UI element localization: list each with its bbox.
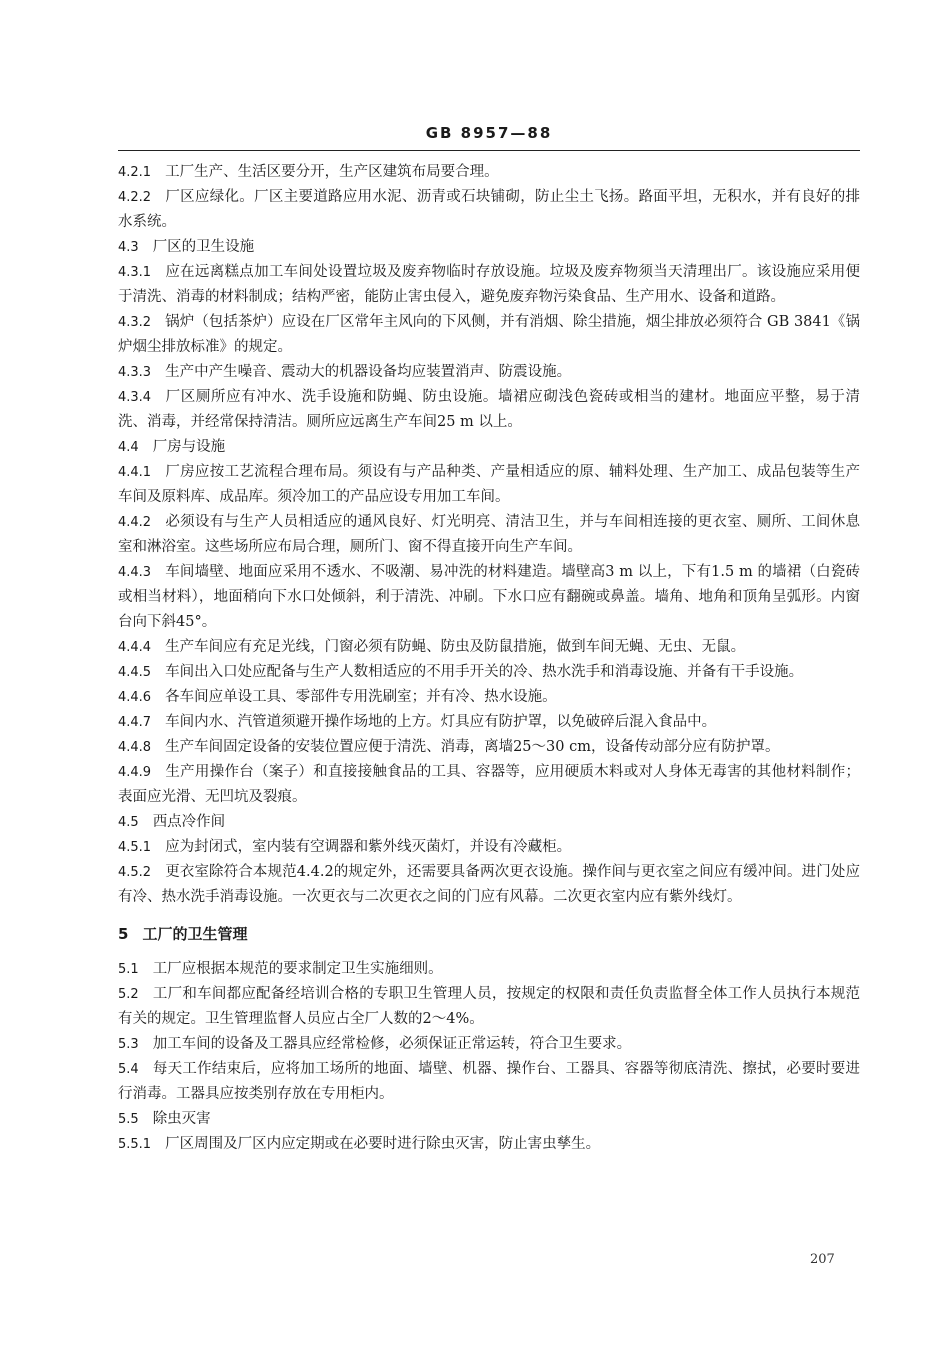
clause-text: 应为封闭式，室内装有空调器和紫外线灭菌灯，并设有冷藏柜。 <box>165 839 572 855</box>
clause-paragraph <box>118 1032 860 1057</box>
clause-text: 必须设有与生产人员相适应的通风良好、灯光明亮、清洁卫生，并与车间相连接的更衣室、厕所、工间休息室和淋浴室。这些场所应布局合理，厕所门、窗不得直接开向生产车间。 <box>118 514 860 555</box>
clause-number: 4.5.2 <box>118 865 152 880</box>
clause-number: 4.4 <box>118 440 139 455</box>
section-4-paragraphs <box>118 160 860 910</box>
clause-text: 各车间应单设工具、零部件专用洗刷室；并有冷、热水设施。 <box>165 689 557 705</box>
clause-text: 厂区的卫生设施 <box>152 239 255 255</box>
clause-number: 4.3 <box>118 240 139 255</box>
clause-paragraph <box>118 260 860 310</box>
clause-text: 厂区周围及厂区内应定期或在必要时进行除虫灭害，防止害虫孳生。 <box>165 1136 601 1152</box>
clause-text: 工厂应根据本规范的要求制定卫生实施细则。 <box>152 961 443 977</box>
clause-number: 4.5.1 <box>118 840 152 855</box>
clause-number: 4.4.9 <box>118 765 152 780</box>
clause-paragraph <box>118 360 860 385</box>
clause-paragraph <box>118 760 860 810</box>
section-5-title: 工厂的卫生管理 <box>142 925 248 943</box>
clause-number: 4.2.1 <box>118 165 152 180</box>
clause-paragraph <box>118 685 860 710</box>
clause-number: 4.4.4 <box>118 640 152 655</box>
clause-text: 西点冷作间 <box>152 814 226 830</box>
clause-number: 5.5 <box>118 1112 139 1127</box>
clause-paragraph <box>118 510 860 560</box>
clause-text: 厂房应按工艺流程合理布局。须设有与产品种类、产量相适应的原、辅料处理、生产加工、成品包装等生产车间及原料库、成品库。须冷加工的产品应设专用加工车间。 <box>118 464 860 505</box>
clause-number: 4.4.3 <box>118 565 152 580</box>
clause-text: 厂房与设施 <box>152 439 226 455</box>
clause-number: 4.3.3 <box>118 365 152 380</box>
clause-paragraph <box>118 957 860 982</box>
clause-text: 锅炉（包括茶炉）应设在厂区常年主风向的下风侧，并有消烟、除尘措施，烟尘排放必须符合 GB 3841《锅炉烟尘排放标准》的规定。 <box>118 314 860 355</box>
clause-paragraph <box>118 560 860 635</box>
standard-code-header: GB 8957—88 <box>425 124 553 142</box>
clause-number: 5.5.1 <box>118 1137 152 1152</box>
page-number: 207 <box>810 1252 835 1267</box>
clause-number: 5.4 <box>118 1062 139 1077</box>
clause-number: 4.4.2 <box>118 515 152 530</box>
section-5-number: 5 <box>118 925 129 943</box>
clause-paragraph <box>118 235 860 260</box>
clause-text: 厂区厕所应有冲水、洗手设施和防蝇、防虫设施。墙裙应砌浅色瓷砖或相当的建材。地面应平整，易于清洗、消毒，并经常保持清洁。厕所应远离生产车间25 m 以上。 <box>118 389 860 430</box>
clause-paragraph <box>118 1057 860 1107</box>
document-body <box>118 160 860 1157</box>
section-5-heading <box>118 922 860 947</box>
clause-text: 生产用操作台（案子）和直接接触食品的工具、容器等，应用硬质木料或对人身体无毒害的其他材料制作；表面应光滑、无凹坑及裂痕。 <box>118 764 860 805</box>
clause-text: 车间墙壁、地面应采用不透水、不吸潮、易冲洗的材料建造。墙壁高3 m 以上，下有1.5 m 的墙裙（白瓷砖或相当材料），地面稍向下水口处倾斜，利于清洗、冲刷。下水口应有翻碗或鼻盖。墙角、地角和顶角呈弧形。内窗台向下斜45°。 <box>118 564 860 630</box>
clause-text: 厂区应绿化。厂区主要道路应用水泥、沥青或石块铺砌，防止尘土飞扬。路面平坦，无积水，并有良好的排水系统。 <box>118 189 860 230</box>
clause-number: 4.4.7 <box>118 715 152 730</box>
clause-text: 每天工作结束后，应将加工场所的地面、墙壁、机器、操作台、工器具、容器等彻底清洗、擦拭，必要时要进行消毒。工器具应按类别存放在专用柜内。 <box>118 1061 860 1102</box>
clause-paragraph <box>118 160 860 185</box>
clause-text: 生产车间应有充足光线，门窗必须有防蝇、防虫及防鼠措施，做到车间无蝇、无虫、无鼠。 <box>165 639 746 655</box>
clause-paragraph <box>118 735 860 760</box>
clause-paragraph <box>118 385 860 435</box>
clause-text: 生产车间固定设备的安装位置应便于清洗、消毒，离墙25～30 cm，设备传动部分应有防护罩。 <box>165 739 780 755</box>
clause-number: 5.2 <box>118 987 139 1002</box>
clause-text: 更衣室除符合本规范4.4.2的规定外，还需要具备两次更衣设施。操作间与更衣室之间应有缓冲间。进门处应有冷、热水洗手消毒设施。一次更衣与二次更衣之间的门应有风幕。二次更衣室内应有紫外线灯。 <box>118 864 860 905</box>
clause-paragraph <box>118 835 860 860</box>
clause-paragraph <box>118 435 860 460</box>
clause-text: 除虫灭害 <box>152 1111 211 1127</box>
clause-text: 车间出入口处应配备与生产人数相适应的不用手开关的冷、热水洗手和消毒设施、并备有干手设施。 <box>165 664 804 680</box>
clause-number: 4.3.2 <box>118 315 152 330</box>
clause-paragraph <box>118 185 860 235</box>
header-rule <box>118 150 860 151</box>
clause-paragraph <box>118 982 860 1032</box>
clause-paragraph <box>118 635 860 660</box>
clause-text: 应在远离糕点加工车间处设置垃圾及废弃物临时存放设施。垃圾及废弃物须当天清理出厂。该设施应采用便于清洗、消毒的材料制成；结构严密，能防止害虫侵入，避免废弃物污染食品、生产用水、设备和道路。 <box>118 264 860 305</box>
clause-number: 5.1 <box>118 962 139 977</box>
clause-text: 生产中产生噪音、震动大的机器设备均应装置消声、防震设施。 <box>165 364 572 380</box>
clause-number: 4.4.8 <box>118 740 152 755</box>
clause-paragraph <box>118 310 860 360</box>
clause-paragraph <box>118 1132 860 1157</box>
clause-number: 4.3.4 <box>118 390 152 405</box>
clause-number: 4.4.6 <box>118 690 152 705</box>
clause-number: 4.4.5 <box>118 665 152 680</box>
clause-number: 5.3 <box>118 1037 139 1052</box>
clause-text: 工厂生产、生活区要分开，生产区建筑布局要合理。 <box>165 164 499 180</box>
clause-number: 4.5 <box>118 815 139 830</box>
clause-number: 4.3.1 <box>118 265 152 280</box>
clause-text: 车间内水、汽管道须避开操作场地的上方。灯具应有防护罩，以免破碎后混入食品中。 <box>165 714 717 730</box>
section-5-paragraphs <box>118 957 860 1157</box>
clause-text: 加工车间的设备及工器具应经常检修，必须保证正常运转，符合卫生要求。 <box>152 1036 632 1052</box>
clause-paragraph <box>118 1107 860 1132</box>
clause-number: 4.4.1 <box>118 465 152 480</box>
clause-paragraph <box>118 860 860 910</box>
clause-paragraph <box>118 710 860 735</box>
clause-paragraph <box>118 460 860 510</box>
clause-paragraph <box>118 810 860 835</box>
clause-number: 4.2.2 <box>118 190 152 205</box>
clause-paragraph <box>118 660 860 685</box>
clause-text: 工厂和车间都应配备经培训合格的专职卫生管理人员，按规定的权限和责任负责监督全体工作人员执行本规范有关的规定。卫生管理监督人员应占全厂人数的2～4%。 <box>118 986 860 1027</box>
